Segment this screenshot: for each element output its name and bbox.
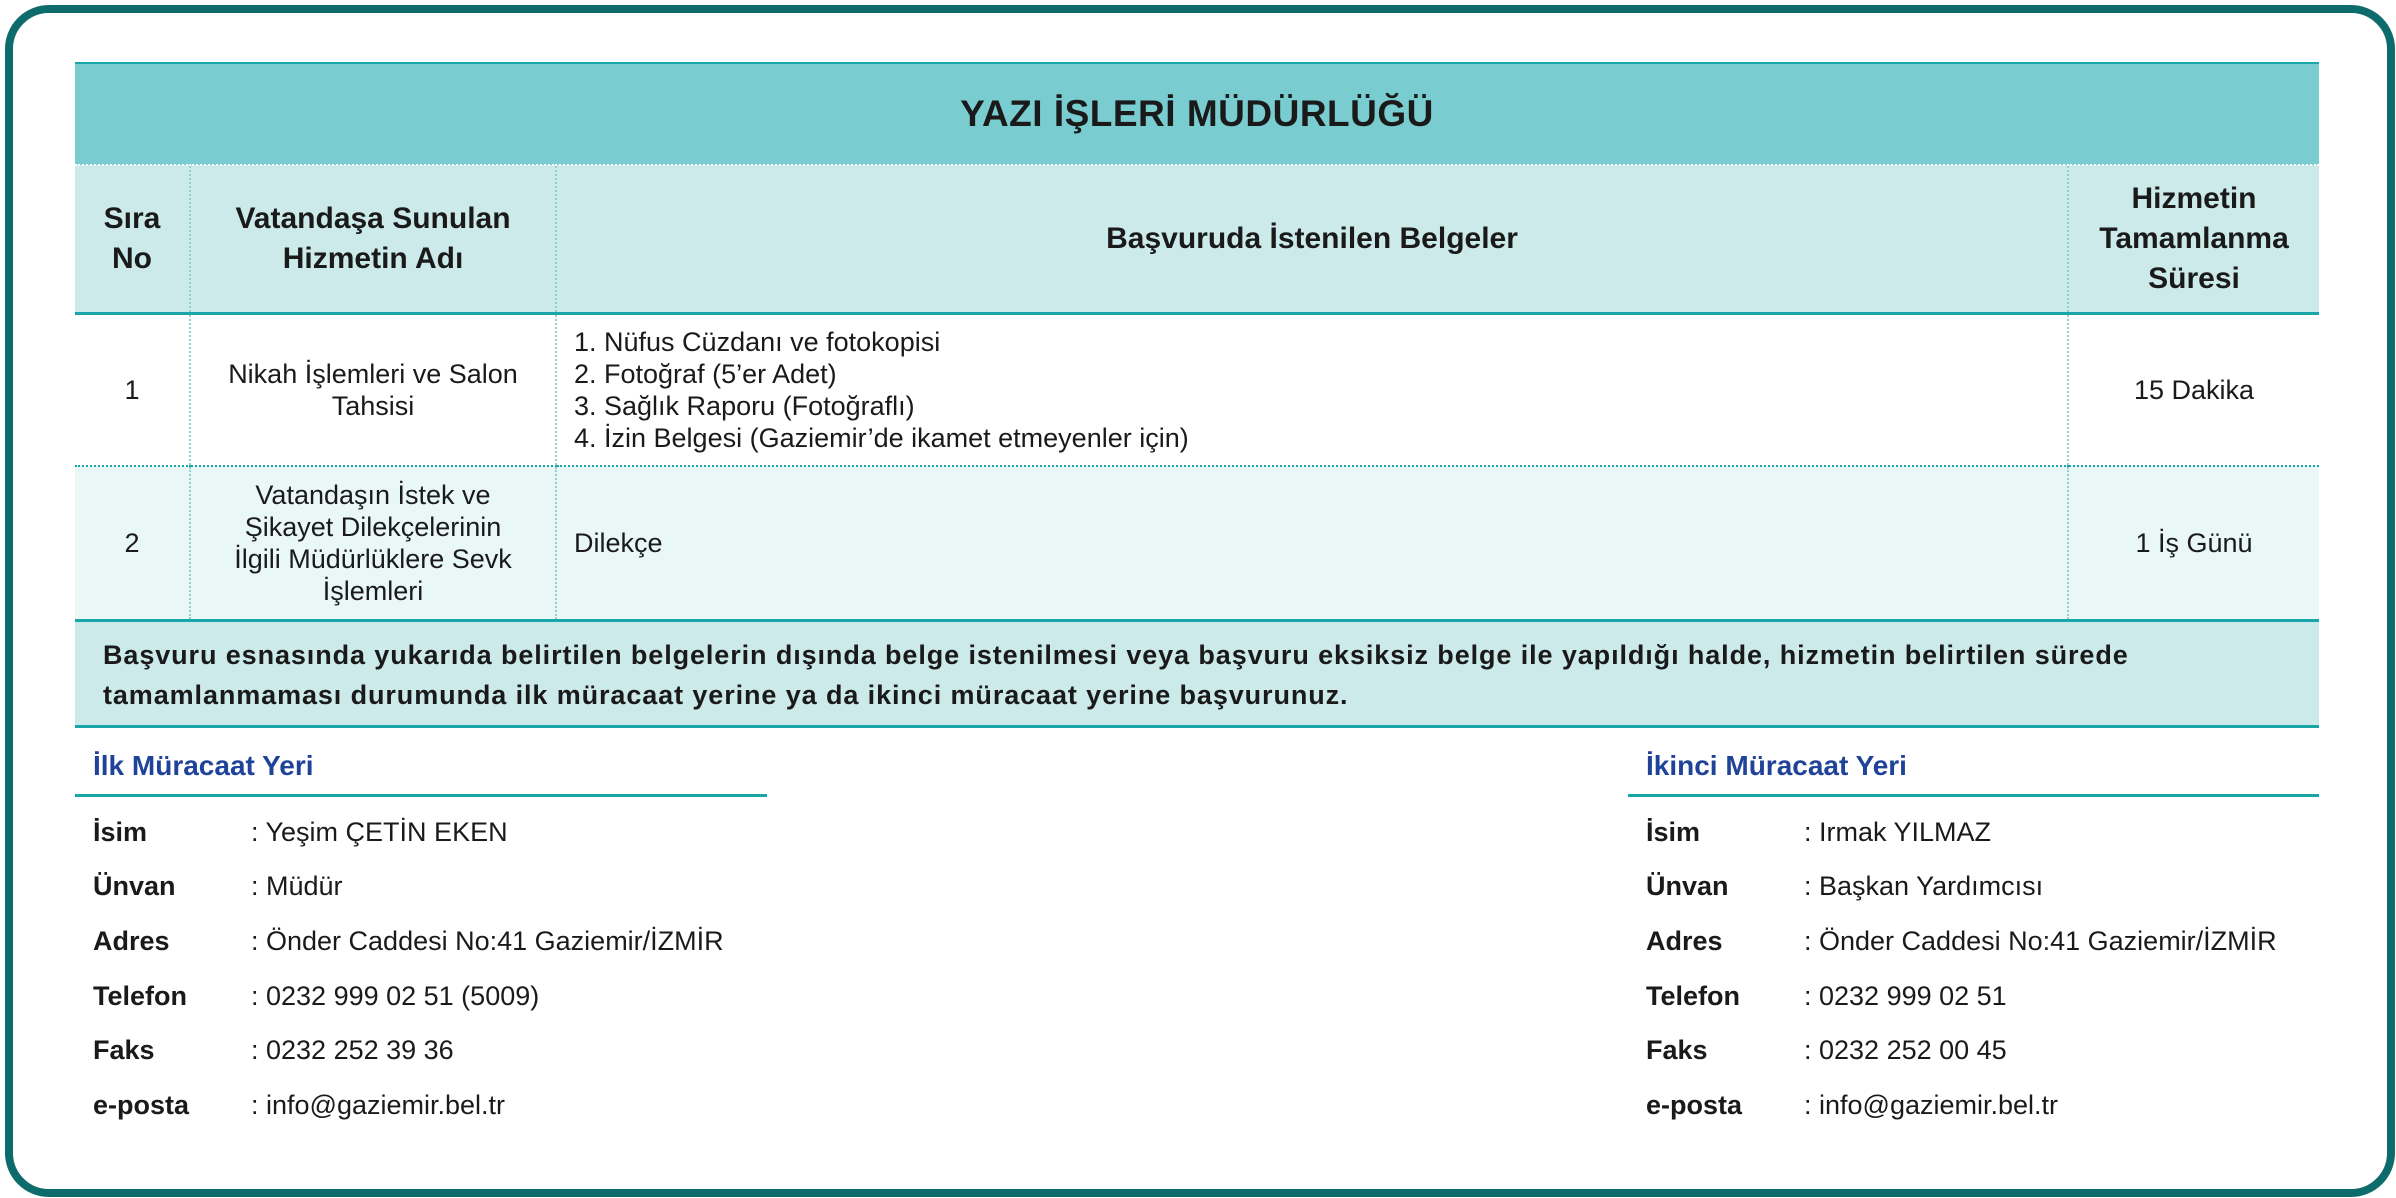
contact-row-address (75, 914, 767, 969)
field-label: Ünvan (93, 871, 176, 902)
completion-time: 1 İş Günü (2068, 466, 2319, 619)
contact-row-name (75, 805, 767, 860)
field-label: Telefon (1646, 980, 1740, 1011)
service-name: Nikah İşlemleri ve Salon Tahsisi (190, 314, 556, 467)
column-header-service: Vatandaşa Sunulan Hizmetin Adı (190, 165, 556, 314)
contact-row-name (1628, 805, 2319, 860)
field-value: : Başkan Yardımcısı (1804, 871, 2044, 902)
document-item: 2. Fotoğraf (5’er Adet) (574, 359, 837, 389)
field-value: : Irmak YILMAZ (1804, 816, 1992, 847)
service-sheet (75, 62, 2319, 728)
field-label: Faks (1646, 1035, 1708, 1066)
field-label: Adres (93, 925, 170, 956)
document-item: Dilekçe (574, 528, 663, 558)
contact-row-phone (75, 969, 767, 1024)
document-item: 3. Sağlık Raporu (Fotoğraflı) (574, 391, 915, 421)
email-link[interactable]: : info@gaziemir.bel.tr (251, 1089, 506, 1120)
table-header (75, 165, 2319, 314)
second-contact-panel (1628, 738, 2319, 1133)
column-header-documents: Başvuruda İstenilen Belgeler (556, 165, 2068, 314)
field-label: İsim (1646, 816, 1701, 847)
first-contact-panel (75, 738, 767, 1133)
contact-row-fax (75, 1023, 767, 1078)
contact-row-email (1628, 1078, 2319, 1133)
field-value: : Önder Caddesi No:41 Gaziemir/İZMİR (251, 925, 724, 956)
contact-row-title (75, 860, 767, 915)
field-value: : Önder Caddesi No:41 Gaziemir/İZMİR (1804, 925, 2277, 956)
notice-text: Başvuru esnasında yukarıda belirtilen belgelerin dışında belge istenilmesi veya başvuru eksiksiz belge ile yapıldığı halde, hizmetin belirtilen sürede tamamlanmaması durumunda ilk müracaat yerine ya da ikinci müracaat yerine başvurunuz. (75, 619, 2319, 728)
second-contact-heading: İkinci Müracaat Yeri (1628, 738, 2319, 797)
field-value: : Yeşim ÇETİN EKEN (251, 816, 508, 847)
column-header-duration: Hizmetin Tamamlanma Süresi (2068, 165, 2319, 314)
field-label: e-posta (1646, 1089, 1743, 1120)
page-title: YAZI İŞLERİ MÜDÜRLÜĞÜ (75, 63, 2319, 165)
service-name: Vatandaşın İstek ve Şikayet Dilekçelerinin İlgili Müdürlüklere Sevk İşlemleri (190, 466, 556, 619)
document-item: 4. İzin Belgesi (Gaziemir’de ikamet etmeyenler için) (574, 423, 1189, 453)
required-documents (556, 314, 2068, 467)
column-header-no: Sıra No (75, 165, 190, 314)
email-link[interactable]: : info@gaziemir.bel.tr (1804, 1089, 2059, 1120)
contact-row-fax (1628, 1023, 2319, 1078)
table-row (75, 314, 2319, 467)
table-row (75, 466, 2319, 619)
field-value: : 0232 999 02 51 (5009) (251, 980, 540, 1011)
services-table (75, 62, 2319, 619)
row-number: 1 (75, 314, 190, 467)
field-value: : 0232 252 39 36 (251, 1035, 454, 1066)
field-label: İsim (93, 816, 148, 847)
row-number: 2 (75, 466, 190, 619)
field-value: : Müdür (251, 871, 343, 902)
field-label: Adres (1646, 925, 1723, 956)
required-documents (556, 466, 2068, 619)
field-label: Telefon (93, 980, 187, 1011)
field-label: e-posta (93, 1089, 190, 1120)
field-value: : 0232 252 00 45 (1804, 1035, 2007, 1066)
field-label: Ünvan (1646, 871, 1729, 902)
field-value: : 0232 999 02 51 (1804, 980, 2007, 1011)
contact-row-address (1628, 914, 2319, 969)
contact-row-email (75, 1078, 767, 1133)
first-contact-heading: İlk Müracaat Yeri (75, 738, 767, 797)
completion-time: 15 Dakika (2068, 314, 2319, 467)
contact-row-phone (1628, 969, 2319, 1024)
contact-row-title (1628, 860, 2319, 915)
document-item: 1. Nüfus Cüzdanı ve fotokopisi (574, 327, 941, 357)
field-label: Faks (93, 1035, 155, 1066)
